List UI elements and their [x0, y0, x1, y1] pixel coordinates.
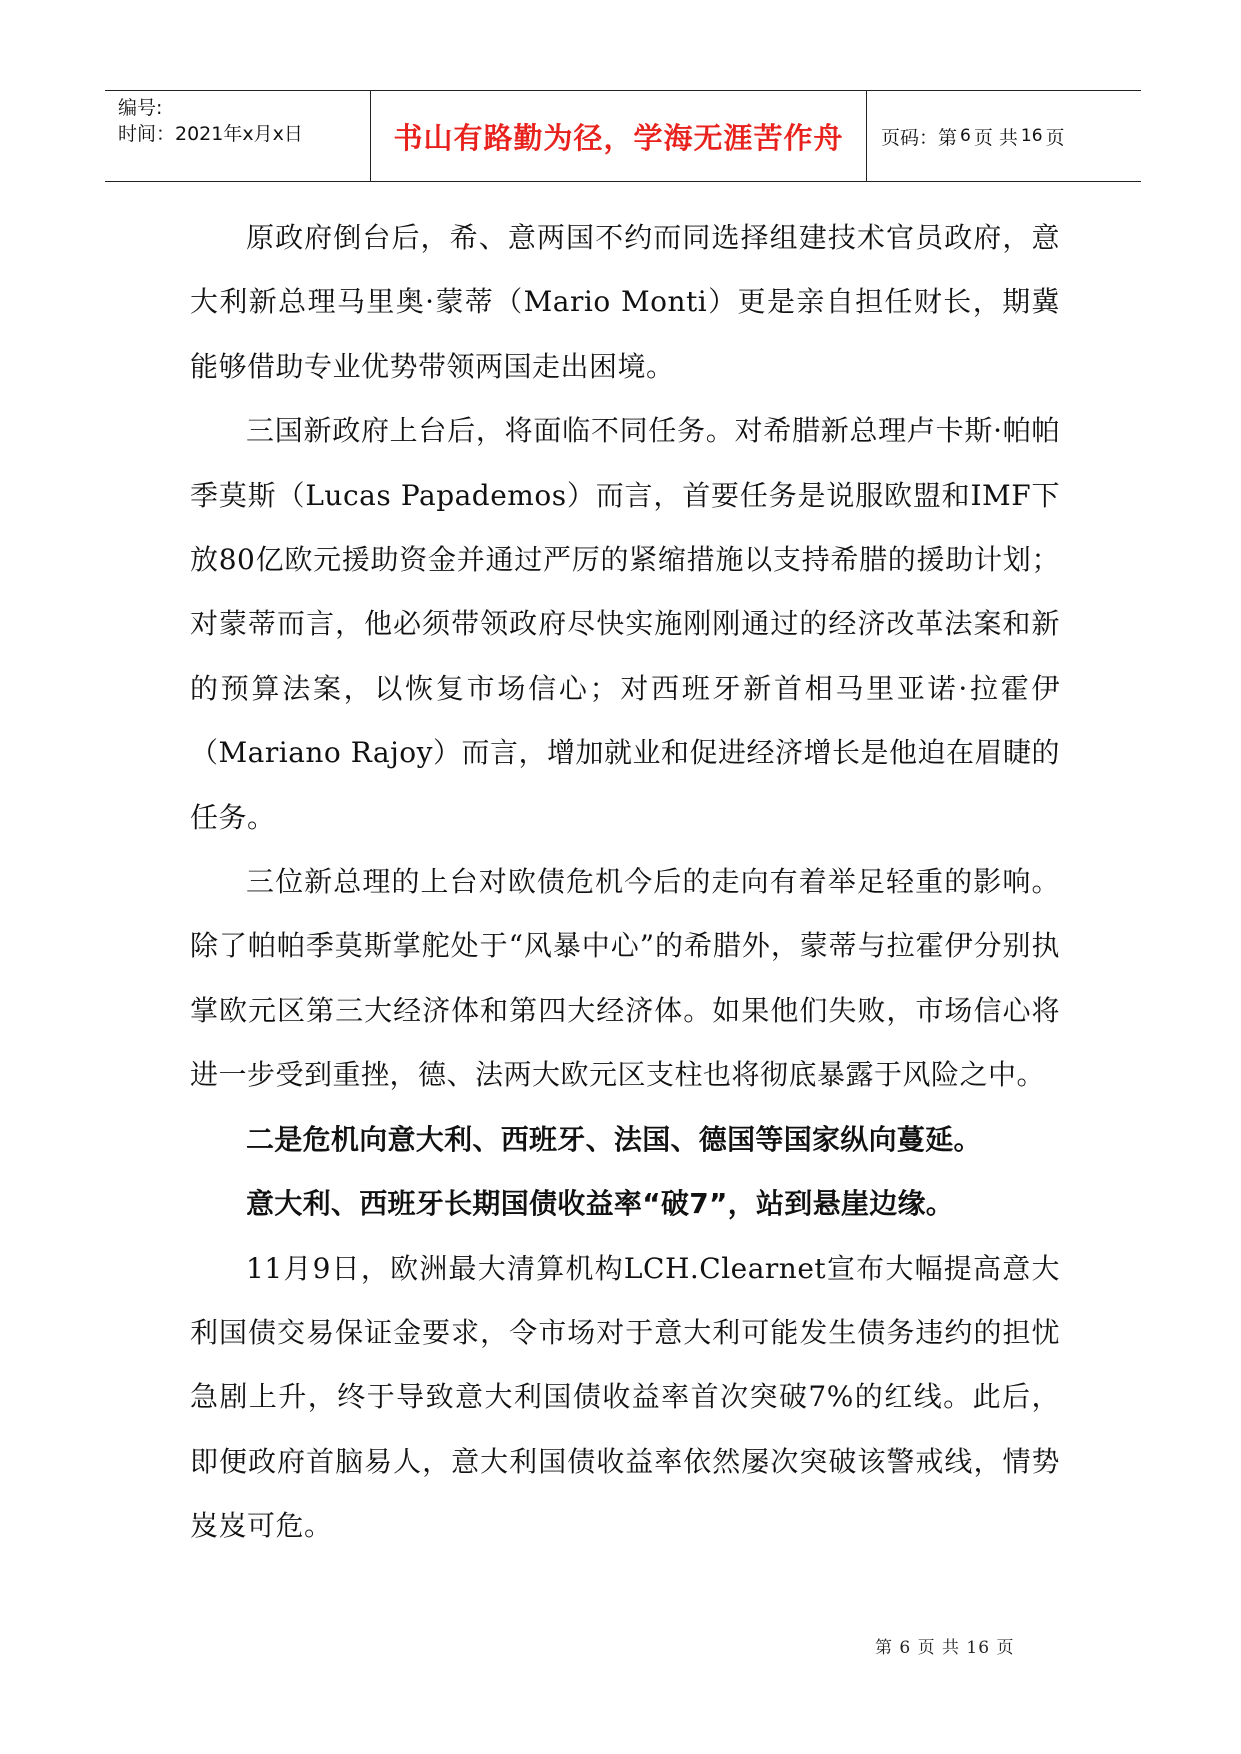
body-paragraph: 11月9日，欧洲最大清算机构LCH.Clearnet宣布大幅提高意大利国债交易保证金要求，令市场对于意大利可能发生债务违约的担忧急剧上升，终于导致意大利国债收益率首次突破7%的红线。此后，即便政府首脑易人，意大利国债收益率依然屡次突破该警戒线，情势岌岌可危。 — [190, 1251, 1060, 1543]
document-body — [190, 206, 1060, 1559]
header-motto-cell — [371, 91, 867, 181]
header-meta — [105, 91, 371, 181]
page-header — [105, 90, 1141, 182]
document-time: 时间：2021年x月x日 — [118, 123, 303, 145]
page-middle: 页 共 — [973, 126, 1018, 149]
body-paragraph: 三位新总理的上台对欧债危机今后的走向有着举足轻重的影响。除了帕帕季莫斯掌舵处于“风暴中心”的希腊外，蒙蒂与拉霍伊分别执掌欧元区第三大经济体和第四大经济体。如果他们失败，市场信心将进一步受到重挫，德、法两大欧元区支柱也将彻底暴露于风险之中。 — [190, 865, 1060, 1092]
page-prefix: 页码：第 — [881, 126, 958, 149]
page-footer: 第 6 页 共 16 页 — [875, 1638, 1015, 1658]
header-motto: 书山有路勤为径，学海无涯苦作舟 — [393, 120, 844, 155]
body-paragraph: 三国新政府上台后，将面临不同任务。对希腊新总理卢卡斯·帕帕季莫斯（Lucas Papademos）而言，首要任务是说服欧盟和IMF下放80亿欧元援助资金并通过严厉的紧缩措施以支持希腊的援助计划；对蒙蒂而言，他必须带领政府尽快实施刚刚通过的经济改革法案和新的预算法案，以恢复市场信心；对西班牙新首相马里亚诺·拉霍伊（Mariano Rajoy）而言，增加就业和促进经济增长是他迫在眉睫的任务。 — [190, 414, 1060, 834]
header-page-info — [867, 91, 1141, 181]
page-current: 6 — [960, 126, 971, 146]
section-heading: 二是危机向意大利、西班牙、法国、德国等国家纵向蔓延。 — [246, 1122, 982, 1156]
page-total: 16 — [1020, 126, 1043, 146]
page-suffix: 页 — [1045, 126, 1065, 149]
body-paragraph: 原政府倒台后，希、意两国不约而同选择组建技术官员政府，意大利新总理马里奥·蒙蒂（Mario Monti）更是亲自担任财长，期冀能够借助专业优势带领两国走出困境。 — [190, 221, 1060, 383]
document-number-label: 编号: — [118, 97, 163, 119]
section-subheading: 意大利、西班牙长期国债收益率“破7”，站到悬崖边缘。 — [246, 1187, 955, 1221]
